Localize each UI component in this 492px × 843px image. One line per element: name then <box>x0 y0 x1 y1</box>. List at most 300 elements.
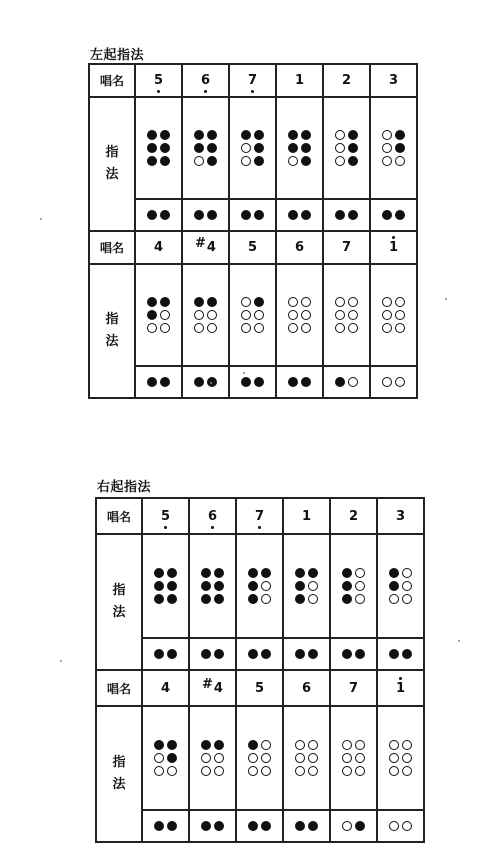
closed-hole-icon <box>167 649 177 659</box>
hole-row <box>389 753 412 763</box>
hole-row <box>241 210 264 220</box>
front-fingering-cell <box>370 264 417 366</box>
note-name-row <box>89 64 417 97</box>
hole-row <box>248 753 271 763</box>
front-fingering-cell <box>323 97 370 199</box>
hole-row <box>335 210 358 220</box>
back-fingering-cell <box>189 638 236 670</box>
fingering-label-char: 指 <box>105 312 119 327</box>
open-hole-icon <box>335 310 345 320</box>
hole-row <box>201 594 224 604</box>
hole-row <box>288 143 311 153</box>
back-fingering-row <box>96 810 424 842</box>
fingering-label <box>96 534 142 670</box>
front-holes <box>324 130 369 166</box>
open-hole-icon <box>382 377 392 387</box>
front-holes <box>378 740 423 776</box>
note-name-row <box>96 498 424 534</box>
back-fingering-cell <box>370 366 417 398</box>
closed-hole-icon <box>160 130 170 140</box>
low-octave-dot-icon <box>164 526 167 529</box>
note-cell <box>377 670 424 706</box>
hole-row <box>241 377 264 387</box>
front-holes <box>277 297 322 333</box>
open-hole-icon <box>207 310 217 320</box>
hole-row <box>194 156 217 166</box>
note-digit: 7 <box>254 508 265 524</box>
closed-hole-icon <box>254 130 264 140</box>
hole-row <box>201 740 224 750</box>
hole-row <box>241 323 264 333</box>
open-hole-icon <box>254 310 264 320</box>
open-hole-icon <box>301 297 311 307</box>
front-holes <box>284 740 329 776</box>
closed-hole-icon <box>395 143 405 153</box>
open-hole-icon <box>308 753 318 763</box>
back-holes <box>230 377 275 387</box>
closed-hole-icon <box>160 210 170 220</box>
open-hole-icon <box>248 753 258 763</box>
hole-row <box>288 323 311 333</box>
fingering-table <box>88 63 418 399</box>
open-hole-icon <box>402 568 412 578</box>
closed-hole-icon <box>194 143 204 153</box>
front-holes <box>284 568 329 604</box>
open-hole-icon <box>288 297 298 307</box>
back-fingering-cell <box>182 199 229 231</box>
hole-row <box>194 143 217 153</box>
scan-speck <box>60 660 62 662</box>
front-fingering-cell <box>283 534 330 638</box>
back-holes <box>237 821 282 831</box>
hole-row <box>154 568 177 578</box>
closed-hole-icon <box>261 649 271 659</box>
note-cell <box>135 231 182 264</box>
hole-row <box>201 766 224 776</box>
open-hole-icon <box>261 753 271 763</box>
closed-hole-icon <box>147 377 157 387</box>
note-cell <box>189 670 236 706</box>
closed-hole-icon <box>160 156 170 166</box>
hole-row <box>335 130 358 140</box>
hole-row <box>342 740 365 750</box>
back-fingering-cell <box>135 366 182 398</box>
hole-row <box>194 323 217 333</box>
closed-hole-icon <box>214 821 224 831</box>
open-hole-icon <box>147 323 157 333</box>
closed-hole-icon <box>167 581 177 591</box>
hole-row <box>335 143 358 153</box>
open-hole-icon <box>295 753 305 763</box>
open-hole-icon <box>355 753 365 763</box>
open-hole-icon <box>335 143 345 153</box>
open-hole-icon <box>288 323 298 333</box>
open-hole-icon <box>395 156 405 166</box>
note-cell <box>142 670 189 706</box>
hole-row <box>295 649 318 659</box>
note-cell <box>377 498 424 534</box>
open-hole-icon <box>194 323 204 333</box>
closed-hole-icon <box>254 210 264 220</box>
back-holes <box>371 210 416 220</box>
front-fingering-row <box>96 534 424 638</box>
hole-row <box>342 581 365 591</box>
note-name <box>302 510 311 524</box>
open-hole-icon <box>241 143 251 153</box>
note-name <box>248 241 257 255</box>
back-holes <box>324 210 369 220</box>
closed-hole-icon <box>147 310 157 320</box>
open-hole-icon <box>167 766 177 776</box>
closed-hole-icon <box>154 581 164 591</box>
hole-row <box>389 568 412 578</box>
note-name <box>161 510 170 524</box>
hole-row <box>201 821 224 831</box>
back-fingering-cell <box>377 638 424 670</box>
open-hole-icon <box>335 323 345 333</box>
note-digit: 7 <box>348 680 359 696</box>
front-fingering-cell <box>377 534 424 638</box>
fingering-label <box>89 97 135 231</box>
hole-row <box>389 649 412 659</box>
front-fingering-cell <box>323 264 370 366</box>
closed-hole-icon <box>342 581 352 591</box>
hole-row <box>342 594 365 604</box>
fingering-label-char: 指 <box>105 145 119 160</box>
hole-row <box>248 649 271 659</box>
hole-row <box>342 821 365 831</box>
closed-hole-icon <box>201 649 211 659</box>
open-hole-icon <box>261 594 271 604</box>
open-hole-icon <box>382 297 392 307</box>
hole-row <box>295 740 318 750</box>
open-hole-icon <box>395 297 405 307</box>
closed-hole-icon <box>301 377 311 387</box>
back-fingering-cell <box>229 199 276 231</box>
back-fingering-cell <box>283 638 330 670</box>
note-digit: 6 <box>294 240 305 255</box>
fingering-label <box>96 706 142 842</box>
note-name-label: 唱名 <box>89 64 135 97</box>
hole-row <box>201 649 224 659</box>
note-cell <box>330 670 377 706</box>
note-name-label: 唱名 <box>89 231 135 264</box>
open-hole-icon <box>335 297 345 307</box>
closed-hole-icon <box>254 377 264 387</box>
front-fingering-cell <box>142 706 189 810</box>
fingering-label-char: 指 <box>112 755 126 770</box>
open-hole-icon <box>308 740 318 750</box>
note-digit: 7 <box>341 240 352 255</box>
closed-hole-icon <box>201 740 211 750</box>
back-holes <box>324 377 369 387</box>
open-hole-icon <box>295 766 305 776</box>
hole-row <box>194 377 217 387</box>
back-fingering-row <box>96 638 424 670</box>
note-cell <box>283 498 330 534</box>
hole-row <box>342 766 365 776</box>
note-digit: 2 <box>348 508 359 524</box>
closed-hole-icon <box>214 594 224 604</box>
closed-hole-icon <box>248 594 258 604</box>
open-hole-icon <box>355 568 365 578</box>
closed-hole-icon <box>308 649 318 659</box>
closed-hole-icon <box>295 568 305 578</box>
open-hole-icon <box>355 766 365 776</box>
note-cell <box>370 64 417 97</box>
closed-hole-icon <box>147 210 157 220</box>
note-cell <box>236 498 283 534</box>
closed-hole-icon <box>248 740 258 750</box>
open-hole-icon <box>308 594 318 604</box>
open-hole-icon <box>342 740 352 750</box>
back-fingering-cell <box>283 810 330 842</box>
open-hole-icon <box>389 753 399 763</box>
note-digit: 4 <box>213 680 223 696</box>
front-holes <box>230 130 275 166</box>
note-name <box>154 74 163 88</box>
closed-hole-icon <box>167 594 177 604</box>
closed-hole-icon <box>355 649 365 659</box>
back-holes <box>284 821 329 831</box>
note-cell <box>229 64 276 97</box>
note-name <box>202 676 223 696</box>
hole-row <box>154 649 177 659</box>
hole-row <box>382 130 405 140</box>
back-fingering-cell <box>229 366 276 398</box>
note-name-row <box>89 231 417 264</box>
open-hole-icon <box>295 740 305 750</box>
fingering-label-char: 法 <box>112 777 126 792</box>
hole-row <box>335 297 358 307</box>
hole-row <box>194 310 217 320</box>
closed-hole-icon <box>154 594 164 604</box>
front-fingering-cell <box>276 97 323 199</box>
open-hole-icon <box>207 323 217 333</box>
note-name-label: 唱名 <box>96 498 142 534</box>
closed-hole-icon <box>160 297 170 307</box>
note-name <box>208 510 217 524</box>
closed-hole-icon <box>295 594 305 604</box>
back-fingering-cell <box>276 199 323 231</box>
front-fingering-row <box>96 706 424 810</box>
closed-hole-icon <box>308 568 318 578</box>
hole-row <box>194 130 217 140</box>
front-fingering-cell <box>142 534 189 638</box>
front-fingering-cell <box>182 264 229 366</box>
note-digit: 6 <box>200 73 211 88</box>
open-hole-icon <box>288 310 298 320</box>
closed-hole-icon <box>348 143 358 153</box>
front-fingering-cell <box>283 706 330 810</box>
hole-row <box>335 377 358 387</box>
back-holes <box>190 649 235 659</box>
fingering-label-char: 法 <box>105 334 119 349</box>
note-name <box>389 241 398 255</box>
back-holes <box>277 210 322 220</box>
closed-hole-icon <box>395 210 405 220</box>
open-hole-icon <box>382 323 392 333</box>
open-hole-icon <box>154 753 164 763</box>
hole-row <box>295 594 318 604</box>
open-hole-icon <box>348 297 358 307</box>
closed-hole-icon <box>194 377 204 387</box>
hole-row <box>248 581 271 591</box>
hole-row <box>147 297 170 307</box>
note-cell <box>189 498 236 534</box>
low-octave-dot-icon <box>251 90 254 93</box>
closed-hole-icon <box>194 130 204 140</box>
front-holes <box>331 740 376 776</box>
open-hole-icon <box>301 323 311 333</box>
back-holes <box>284 649 329 659</box>
hole-row <box>335 156 358 166</box>
closed-hole-icon <box>248 568 258 578</box>
closed-hole-icon <box>147 156 157 166</box>
front-holes <box>371 297 416 333</box>
closed-hole-icon <box>335 377 345 387</box>
hole-row <box>154 740 177 750</box>
low-octave-dot-icon <box>211 526 214 529</box>
back-holes <box>371 377 416 387</box>
closed-hole-icon <box>154 821 164 831</box>
back-fingering-cell <box>182 366 229 398</box>
hole-row <box>342 649 365 659</box>
low-octave-dot-icon <box>204 90 207 93</box>
scan-speck <box>210 382 212 384</box>
hole-row <box>241 156 264 166</box>
open-hole-icon <box>389 766 399 776</box>
section-title: 左起指法 <box>90 48 145 63</box>
back-holes <box>183 210 228 220</box>
open-hole-icon <box>342 753 352 763</box>
closed-hole-icon <box>288 377 298 387</box>
note-name <box>396 682 405 696</box>
hole-row <box>147 377 170 387</box>
back-holes <box>136 210 181 220</box>
hole-row <box>288 310 311 320</box>
open-hole-icon <box>160 310 170 320</box>
note-name <box>201 74 210 88</box>
front-fingering-cell <box>182 97 229 199</box>
note-name <box>248 74 257 88</box>
hole-row <box>147 143 170 153</box>
closed-hole-icon <box>167 821 177 831</box>
hole-row <box>382 210 405 220</box>
back-fingering-cell <box>236 810 283 842</box>
back-holes <box>378 649 423 659</box>
hole-row <box>389 740 412 750</box>
open-hole-icon <box>382 143 392 153</box>
closed-hole-icon <box>389 581 399 591</box>
back-fingering-cell <box>370 199 417 231</box>
open-hole-icon <box>308 766 318 776</box>
open-hole-icon <box>261 581 271 591</box>
closed-hole-icon <box>254 297 264 307</box>
back-holes <box>136 377 181 387</box>
hole-row <box>382 323 405 333</box>
closed-hole-icon <box>382 210 392 220</box>
front-fingering-cell <box>330 534 377 638</box>
closed-hole-icon <box>241 130 251 140</box>
front-fingering-cell <box>330 706 377 810</box>
note-digit: 5 <box>153 73 164 88</box>
note-cell <box>283 670 330 706</box>
high-octave-dot-icon <box>399 677 402 680</box>
back-fingering-row <box>89 366 417 398</box>
back-holes <box>378 821 423 831</box>
sharp-sign-icon: # <box>195 236 206 251</box>
open-hole-icon <box>382 130 392 140</box>
back-fingering-cell <box>135 199 182 231</box>
hole-row <box>335 323 358 333</box>
closed-hole-icon <box>167 568 177 578</box>
closed-hole-icon <box>154 649 164 659</box>
closed-hole-icon <box>201 581 211 591</box>
open-hole-icon <box>395 377 405 387</box>
front-holes <box>230 297 275 333</box>
note-name <box>349 510 358 524</box>
open-hole-icon <box>355 581 365 591</box>
note-name <box>255 682 264 696</box>
open-hole-icon <box>389 821 399 831</box>
note-cell <box>182 64 229 97</box>
front-fingering-cell <box>189 534 236 638</box>
note-name <box>161 682 170 696</box>
back-fingering-cell <box>236 638 283 670</box>
closed-hole-icon <box>348 130 358 140</box>
note-digit: 4 <box>206 240 216 255</box>
hole-row <box>288 156 311 166</box>
front-holes <box>143 568 188 604</box>
closed-hole-icon <box>201 568 211 578</box>
front-holes <box>378 568 423 604</box>
open-hole-icon <box>389 740 399 750</box>
closed-hole-icon <box>295 649 305 659</box>
open-hole-icon <box>335 130 345 140</box>
closed-hole-icon <box>207 297 217 307</box>
fingering-label-char: 法 <box>105 167 119 182</box>
back-fingering-row <box>89 199 417 231</box>
open-hole-icon <box>348 310 358 320</box>
front-fingering-row <box>89 264 417 366</box>
closed-hole-icon <box>207 156 217 166</box>
front-fingering-cell <box>377 706 424 810</box>
front-holes <box>277 130 322 166</box>
closed-hole-icon <box>295 821 305 831</box>
open-hole-icon <box>201 766 211 776</box>
open-hole-icon <box>254 323 264 333</box>
closed-hole-icon <box>214 568 224 578</box>
front-fingering-cell <box>229 97 276 199</box>
open-hole-icon <box>194 310 204 320</box>
closed-hole-icon <box>207 377 217 387</box>
front-fingering-cell <box>229 264 276 366</box>
open-hole-icon <box>160 323 170 333</box>
note-name <box>349 682 358 696</box>
back-holes <box>143 821 188 831</box>
closed-hole-icon <box>201 821 211 831</box>
hole-row <box>154 581 177 591</box>
front-fingering-cell <box>276 264 323 366</box>
closed-hole-icon <box>295 581 305 591</box>
hole-row <box>147 210 170 220</box>
back-fingering-cell <box>189 810 236 842</box>
note-cell <box>182 231 229 264</box>
fingering-label-char: 法 <box>112 605 126 620</box>
scan-speck <box>458 640 460 642</box>
note-cell <box>330 498 377 534</box>
